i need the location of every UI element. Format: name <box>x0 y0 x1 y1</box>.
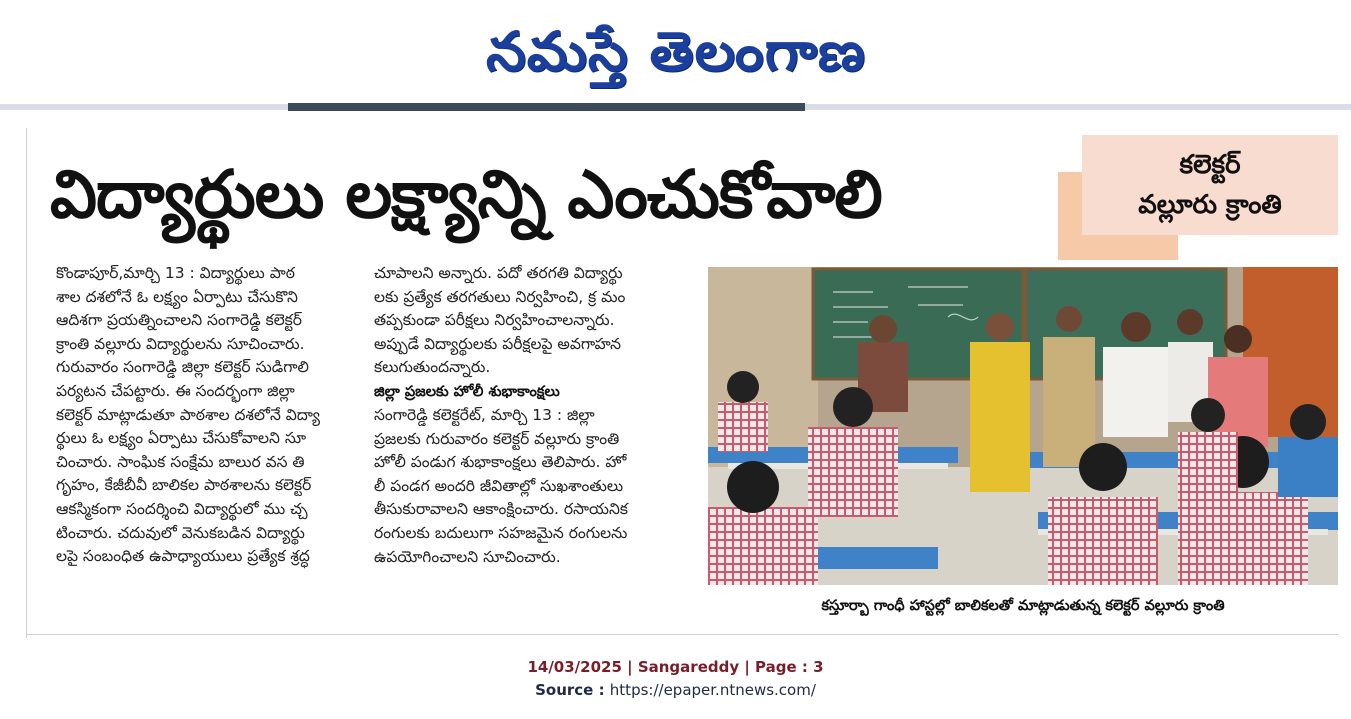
body-line: లపై సంబంధిత ఉపాధ్యాయులు ప్రత్యేక శ్రద్ధ <box>56 547 310 566</box>
body-line: ఉపయోగించాలని సూచించారు. <box>374 547 561 566</box>
body-line: కలెక్టర్ మాట్లాడుతూ పాఠశాల దశలోనే విద్యా <box>56 405 321 424</box>
body-line: అప్పుడే విద్యార్థులకు పరీక్షలపై అవగాహన <box>374 334 622 353</box>
article-column-2 <box>374 262 684 569</box>
body-line: ర్థులు ఓ లక్ష్యం ఏర్పాటు చేసుకోవాలని సూ <box>56 429 307 448</box>
body-line: కొండాపూర్,మార్చి 13 : విద్యార్థులు పాఠ <box>56 264 295 282</box>
body-line: హోలీ పండుగ శుభాకాంక్షలు తెలిపారు. హో <box>374 453 627 472</box>
masthead <box>0 0 1351 104</box>
masthead-divider-accent <box>288 103 805 111</box>
body-line: పర్యటన చేపట్టారు. ఈ సందర్భంగా జిల్లా <box>56 381 295 400</box>
article-headline: విద్యార్థులు లక్ష్యాన్ని ఎంచుకోవాలి <box>50 156 882 233</box>
body-line: తప్పకుండా పరీక్షలు నిర్వహించాలన్నారు. <box>374 311 615 330</box>
sidebox-line-1: కలెక్టర్ <box>1179 150 1241 180</box>
footer-source-link[interactable]: https://epaper.ntnews.com/ <box>609 681 816 699</box>
body-line: రంగులకు బదులుగా సహజమైన రంగులను <box>374 523 628 542</box>
body-line: ఆదిశగా ప్రయత్నించాలని సంగారెడ్డి కలెక్టర్ <box>56 311 302 330</box>
section-subheading: జిల్లా ప్రజలకు హోలీ శుభాకాంక్షలు <box>374 383 560 400</box>
body-line: సంగారెడ్డి కలెక్టరేట్, మార్చి 13 : జిల్లా <box>374 405 595 424</box>
article-column-1 <box>56 262 358 569</box>
footer-source-label: Source : <box>535 681 610 699</box>
body-line: చూపాలని అన్నారు. పదో తరగతి విద్యార్థు <box>374 264 623 282</box>
clipping-border-left <box>26 128 27 638</box>
body-line: గురువారం సంగారెడ్డి జిల్లా కలెక్టర్ సుడిగాలి <box>56 358 309 377</box>
body-line: శాల దశలోనే ఓ లక్ష్యం ఏర్పాటు చేసుకొని <box>56 287 298 306</box>
body-line: ఆకస్మికంగా సందర్శించి విద్యార్థులో ము చ్చ <box>56 499 308 518</box>
body-line: క్రాంతి వల్లూరు విద్యార్థులను సూచించారు. <box>56 334 305 353</box>
clipping-border-bottom <box>26 634 1338 635</box>
body-line: చించారు. సాంఘిక సంక్షేమ బాలుర వస తి <box>56 452 305 471</box>
sidebox <box>1082 135 1338 235</box>
page-footer <box>0 656 1351 702</box>
sidebox-line-2: వల్లూరు క్రాంతి <box>1138 190 1282 220</box>
footer-source <box>0 679 1351 702</box>
newspaper-logo: నమస్తే తెలంగాణ <box>485 20 866 83</box>
footer-info: 14/03/2025 | Sangareddy | Page : 3 <box>527 658 824 676</box>
body-line: లీ పండగ అందరి జీవితాల్లో సుఖశాంతులు <box>374 476 624 495</box>
article-photo <box>708 267 1338 585</box>
photo-caption: కస్తూర్బా గాంధీ హాస్టల్లో బాలికలతో మాట్లాడుతున్న కలెక్టర్ వల్లూరు క్రాంతి <box>821 598 1225 614</box>
body-line: గృహం, కేజీబీవీ బాలికల పాఠశాలను కలెక్టర్ <box>56 476 312 495</box>
body-line: లకు ప్రత్యేక తరగతులు నిర్వహించి, క్ర మం <box>374 287 626 306</box>
body-line: కలుగుతుందన్నారు. <box>374 358 491 377</box>
body-line: ప్రజలకు గురువారం కలెక్టర్ వల్లూరు క్రాంతి <box>374 429 620 448</box>
body-line: తీసుకురావాలని ఆకాంక్షించారు. రసాయనిక <box>374 500 628 519</box>
body-line: టించారు. చదువులో వెనుకబడిన విద్యార్థు <box>56 523 305 542</box>
